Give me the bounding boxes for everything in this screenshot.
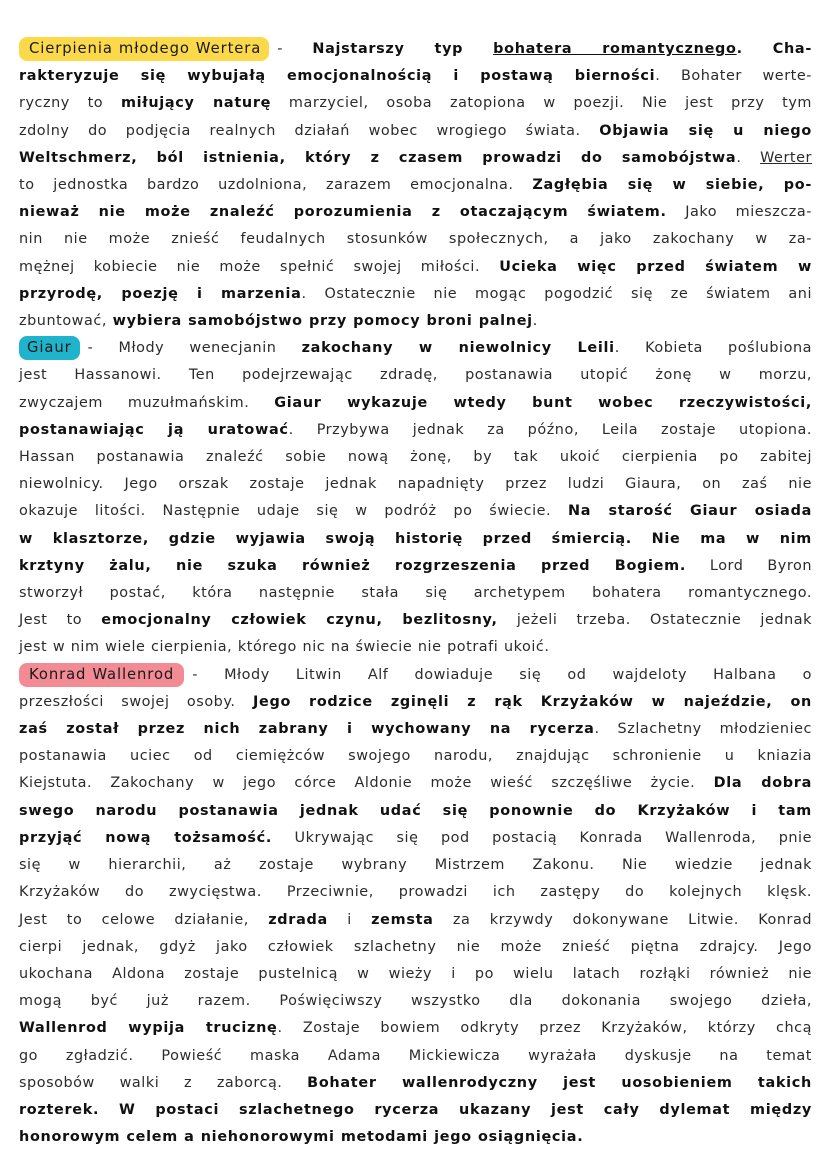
text-run: się w hierarchii, aż zostaje wybrany Mistrzem Zakonu. Nie wiedzie jednak <box>19 857 812 874</box>
bold-text: Objawia się u niego <box>599 122 813 139</box>
text-line <box>19 417 812 444</box>
text-line <box>19 662 812 689</box>
text-line <box>19 226 812 253</box>
text-run: jeżeli trzeba. Ostatecznie jednak <box>497 612 812 629</box>
bold-text: Ucieka więc przed światem w <box>499 258 812 275</box>
text-run: . Bohater werte- <box>655 68 813 85</box>
text-run: Jako mieszcza- <box>666 204 812 221</box>
bold-text: Jego rodzice zginęli z rąk Krzyżaków w najeździe, on <box>252 693 812 710</box>
text-line <box>19 63 812 90</box>
text-run: . <box>532 313 538 330</box>
text-run: mężnej kobiecie nie może spełnić swojej miłości. <box>19 258 500 275</box>
bold-text: Wallenrod wypija truciznę <box>19 1020 278 1037</box>
text-line <box>19 335 812 362</box>
bold-text: Na starość Giaur osiada <box>567 503 812 520</box>
text-run: - Młody wenecjanin <box>87 340 302 357</box>
text-line <box>19 281 812 308</box>
text-run: . Zostaje bowiem odkryty przez Krzyżaków, którzy chcą <box>277 1020 812 1037</box>
text-run: Ukrywając się pod postacią Konrada Wallenroda, pnie <box>272 829 812 846</box>
bold-text: postanawiając ją uratować <box>19 421 289 438</box>
text-line <box>19 1070 812 1097</box>
bold-text: Zagłębia się w siebie, po- <box>532 177 812 194</box>
text-run: . Przybywa jednak za późno, Leila zostaje utopiona. <box>288 421 812 438</box>
bold-text: wybiera samobójstwo przy pomocy broni palnej <box>112 313 533 330</box>
text-run: zbuntować, <box>19 313 113 330</box>
text-run: Hassan postanawia znaleźć sobie nową żonę, by tak ukoić cierpienia po zabitej <box>19 449 812 466</box>
bold-text: Bohater wallenrodyczny jest uosobieniem takich <box>307 1074 812 1091</box>
text-run: . Kobieta poślubiona <box>614 340 812 357</box>
text-run: Kiejstuta. Zakochany w jego córce Aldonie może wieść szczęśliwe życie. <box>19 775 714 792</box>
text-run: to jednostka bardzo uzdolniona, zarazem emocjonalna. <box>19 177 533 194</box>
text-run: Jest to celowe działanie, <box>19 911 269 928</box>
text-run: - Młody Litwin Alf dowiaduje się od wajdeloty Halbana o <box>192 666 812 683</box>
text-line <box>19 961 812 988</box>
text-line <box>19 498 812 525</box>
bold-text: Giaur wykazuje wtedy bunt wobec rzeczywistości, <box>274 394 812 411</box>
text-run: i <box>327 911 372 928</box>
text-line <box>19 634 812 661</box>
text-line <box>19 553 812 580</box>
text-line <box>19 1015 812 1042</box>
text-run: sposobów walki z zaborcą. <box>19 1074 308 1091</box>
text-run: przeszłości swojej osoby. <box>19 693 253 710</box>
text-line <box>19 199 812 226</box>
text-run: marzyciel, osoba zatopiona w poezji. Nie jest przy tym <box>271 95 812 112</box>
text-run: ukochana Aldona zostaje pustelnicą w wieży i po wielu latach rozłąki również nie <box>19 965 812 982</box>
text-line <box>19 172 812 199</box>
text-line <box>19 444 812 471</box>
text-line <box>19 90 812 117</box>
text-line <box>19 988 812 1015</box>
bold-text: przyjąć nową tożsamość. <box>19 829 273 846</box>
text-run: Lord Byron <box>686 557 813 574</box>
section-paragraph <box>19 335 812 661</box>
text-run: go zgładzić. Powieść maska Adama Mickiewicza wyrażała dyskusje na temat <box>19 1047 812 1064</box>
text-line <box>19 825 812 852</box>
text-line <box>19 145 812 172</box>
text-line <box>19 770 812 797</box>
bold-text: rakteryzuje się wybujałą emocjonalnością i postawą bierności <box>19 68 656 85</box>
text-line <box>19 254 812 281</box>
text-line <box>19 308 812 335</box>
bold-text: Weltschmerz, ból istnienia, który z czasem prowadzi do samobójstwa <box>19 149 737 166</box>
text-line <box>19 907 812 934</box>
section-paragraph <box>19 662 812 1152</box>
text-line <box>19 580 812 607</box>
bold-text: nieważ nie może znaleźć porozumienia z otaczającym światem. <box>19 204 667 221</box>
bold-text: Najstarszy typ <box>312 41 494 57</box>
text-run: okazuje litości. Następnie udaje się w podróż po świecie. <box>19 503 568 520</box>
text-line <box>19 716 812 743</box>
bold-text: zdrada <box>268 911 328 928</box>
text-line <box>19 471 812 498</box>
text-run: cierpi jednak, gdyż jako człowiek szlachetny nie może znieść piętna zdrajcy. Jego <box>19 938 812 955</box>
text-run: postanawia uciec od ciemiężców swojego narodu, znajdując schronienie u kniazia <box>19 748 812 765</box>
bold-text: przyrodę, poezję i marzenia <box>19 285 302 302</box>
text-line <box>19 362 812 389</box>
text-run: jest Hassanowi. Ten podejrzewając zdradę, postanawia utopić żonę w morzu, <box>19 367 812 384</box>
bold-text: . Cha- <box>736 41 813 57</box>
text-line <box>19 36 812 63</box>
bold-text: honorowym celem a niehonorowymi metodami jego osiągnięcia. <box>19 1129 584 1146</box>
bold-text: w klasztorze, gdzie wyjawia swoją historię przed śmiercią. Nie ma w nim <box>19 530 812 547</box>
text-run: Jest to <box>19 612 102 629</box>
bold-text: Dla dobra <box>713 775 812 792</box>
text-line <box>19 607 812 634</box>
text-run: stworzył postać, która następnie stała się archetypem bohatera romantycznego. <box>19 585 812 602</box>
text-line <box>19 390 812 417</box>
text-run: niewolnicy. Jego orszak zostaje jednak napadnięty przez ludzi Giaura, on zaś nie <box>19 476 812 493</box>
text-line <box>19 743 812 770</box>
text-line <box>19 852 812 879</box>
bold-text: emocjonalny człowiek czynu, bezlitosny, <box>101 612 498 629</box>
text-line <box>19 1043 812 1070</box>
text-run: . Ostatecznie nie mogąc pogodzić się ze światem ani <box>301 285 813 302</box>
text-line <box>19 526 812 553</box>
text-run: Werter <box>760 149 812 166</box>
text-line <box>19 118 812 145</box>
text-line <box>19 879 812 906</box>
bold-text: zakochany w niewolnicy Leili <box>301 340 615 357</box>
bold-text: bohatera romantycznego <box>493 41 737 57</box>
text-line <box>19 1097 812 1124</box>
section-paragraph <box>19 36 812 335</box>
text-run: jest w nim wiele cierpienia, którego nic na świecie nie potrafi ukoić. <box>19 639 550 656</box>
tag-konrad-wallenrod: Konrad Wallenrod <box>19 663 184 687</box>
text-run: nin nie może znieść feudalnych stosunków społecznych, a jako zakochany w za- <box>19 231 812 248</box>
text-run: zwyczajem muzułmańskim. <box>19 394 275 411</box>
text-line <box>19 689 812 716</box>
bold-text: rozterek. W postaci szlachetnego rycerza ukazany jest cały dylemat między <box>19 1101 812 1118</box>
text-run: . <box>736 149 761 166</box>
tag-giaur: Giaur <box>19 336 80 360</box>
bold-text: swego narodu postanawia jednak udać się ponownie do Krzyżaków i tam <box>19 802 812 819</box>
text-run: . Szlachetny młodzieniec <box>594 721 812 738</box>
text-run: zdolny do podjęcia realnych działań wobec wrogiego świata. <box>19 122 600 139</box>
text-line <box>19 798 812 825</box>
bold-text: krztyny żalu, nie szuka również rozgrzeszenia przed Bogiem. <box>19 557 686 574</box>
text-run: mogą być już razem. Poświęciwszy wszystko dla dokonania swojego dzieła, <box>19 993 812 1010</box>
text-run: ryczny to <box>19 95 121 112</box>
text-run: Krzyżaków do zwycięstwa. Przeciwnie, prowadzi ich zastępy do kolejnych klęsk. <box>19 884 812 901</box>
bold-text: zaś został przez nich zabrany i wychowany na rycerza <box>19 721 595 738</box>
text-line <box>19 934 812 961</box>
bold-text: zemsta <box>371 911 434 928</box>
text-run: - <box>277 41 313 57</box>
text-line <box>19 1124 812 1151</box>
text-run: za krzywdy dokonywane Litwie. Konrad <box>433 911 813 928</box>
tag-cierpienia-mlodego-wertera: Cierpienia młodego Wertera <box>19 37 269 61</box>
bold-text: miłujący naturę <box>120 95 272 112</box>
